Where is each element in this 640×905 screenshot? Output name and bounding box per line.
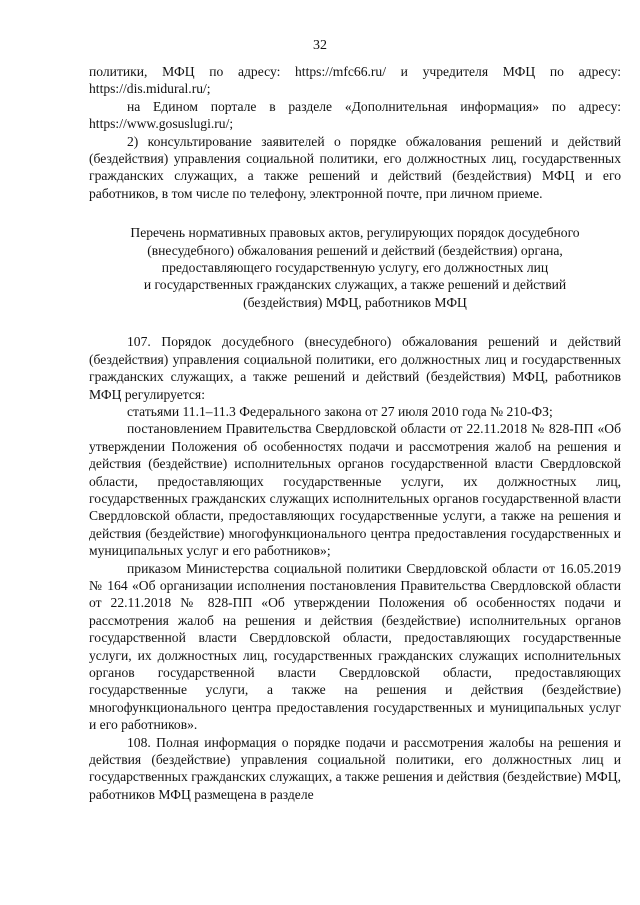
heading-line: предоставляющего государственную услугу, его должностных лиц xyxy=(161,260,549,276)
heading-line: Перечень нормативных правовых актов, регулирующих порядок досудебного xyxy=(130,225,580,241)
paragraph-continuation: политики, МФЦ по адресу: https://mfc66.ru/ и учредителя МФЦ по адресу: https://dis.midural.ru/; xyxy=(89,64,621,97)
heading-line: (внесудебного) обжалования решений и действий (бездействия) органа, xyxy=(147,242,563,258)
page-number: 32 xyxy=(313,38,327,53)
section-heading xyxy=(89,224,621,311)
paragraph-107: 107. Порядок досудебного (внесудебного) обжалования решений и действий (бездействия) управления социальной политики, его должностных лиц и государственных гражданских служащих, а также решений и действий (бездействия) МФЦ, работников МФЦ регулируется: xyxy=(89,334,621,402)
paragraph-government-decree: постановлением Правительства Свердловской области от 22.11.2018 № 828-ПП «Об утверждении Положения об особенностях подачи и рассмотрения жалоб на решения и действия (бездействие) исполнительных органов государственной власти Свердловской области, предоставляющих государственные услуги, их должностных лиц, государственных гражданских служащих исполнительных органов государственной власти Свердловской области, предоставляющих государственные услуги, а также на решения и действия (бездействие) многофункционального центра предоставления государственных и муниципальных услуг и его работников»; xyxy=(89,421,621,559)
paragraph-ministry-order: приказом Министерства социальной политики Свердловской области от 16.05.2019 № 164 «Об организации исполнения постановления Правительства Свердловской области от 22.11.2018 № 828-ПП «Об утверждении Положения об особенностях подачи и рассмотрения жалоб на решения и действия (бездействие) исполнительных органов государственной власти Свердловской области, предоставляющих государственные услуги, их должностных лиц, государственных гражданских служащих исполнительных органов государственной власти Свердловской области, предоставляющих государственные услуги, а также на решения и действия (бездействие) многофункционального центра предоставления государственных и муниципальных услуг и его работников». xyxy=(89,560,621,733)
document-body xyxy=(89,63,621,803)
paragraph-108: 108. Полная информация о порядке подачи и рассмотрения жалобы на решения и действия (бездействие) управления социальной политики, его должностных лиц и государственных гражданских служащих, а также решения и действия (бездействие) МФЦ, работников МФЦ размещена в разделе xyxy=(89,734,621,802)
paragraph-consulting: 2) консультирование заявителей о порядке обжалования решений и действий (бездействия) управления социальной политики, его должностных лиц, государственных гражданских служащих, а также решений и действий (бездействия) МФЦ и его работников, в том числе по телефону, электронной почте, при личном приеме. xyxy=(89,133,621,201)
paragraph-federal-law: статьями 11.1–11.3 Федерального закона от 27 июля 2010 года № 210-ФЗ; xyxy=(127,403,553,419)
heading-line: (бездействия) МФЦ, работников МФЦ xyxy=(243,294,467,310)
heading-line: и государственных гражданских служащих, а также решений и действий xyxy=(143,277,567,293)
paragraph-gosuslugi: на Едином портале в разделе «Дополнительная информация» по адресу: https://www.gosuslugi.ru/; xyxy=(89,98,621,132)
